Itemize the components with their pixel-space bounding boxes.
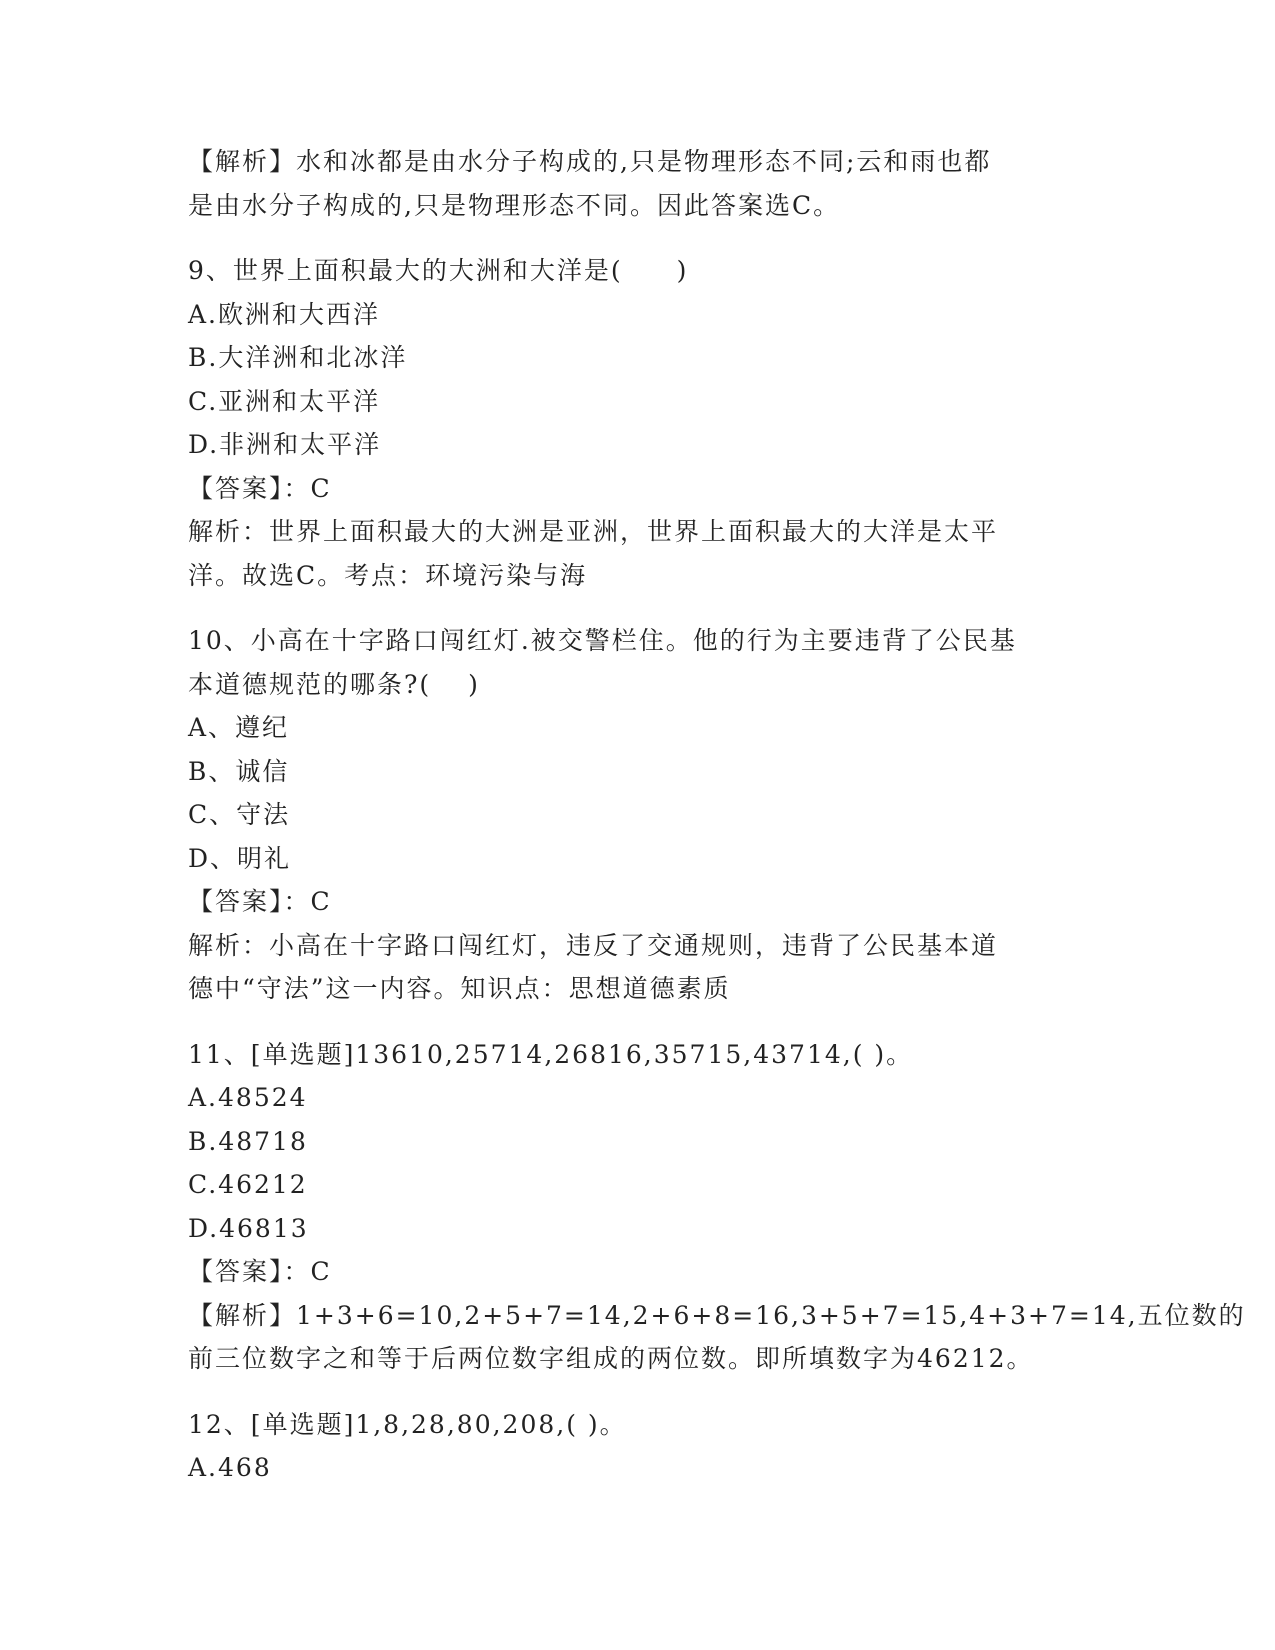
option-item: C.46212: [188, 1170, 308, 1199]
option-item: C、守法: [188, 800, 291, 829]
analysis-line: 是由水分子构成的,只是物理形态不同。因此答案选C。: [188, 190, 841, 220]
option-item: B.大洋洲和北冰洋: [188, 343, 408, 372]
analysis-line: 解析：世界上面积最大的大洲是亚洲，世界上面积最大的大洋是太平: [188, 517, 999, 546]
analysis-line: 前三位数字之和等于后两位数字组成的两位数。即所填数字为46212。: [188, 1344, 1034, 1373]
answer-line: 【答案】：C: [188, 1257, 332, 1286]
analysis-line: 解析：小高在十字路口闯红灯，违反了交通规则，违背了公民基本道: [188, 930, 999, 960]
option-item: A.468: [188, 1453, 272, 1482]
block-gap: [188, 227, 1088, 249]
question-stem: 12、[单选题]1,8,28,80,208,( )。: [188, 1409, 627, 1439]
option-item: B.48718: [188, 1126, 308, 1156]
option-item: D.46813: [188, 1213, 309, 1243]
option-item: D.非洲和太平洋: [188, 430, 382, 459]
block-gap: [188, 597, 1088, 619]
block-gap: [188, 1381, 1088, 1403]
analysis-line: 德中“守法”这一内容。知识点：思想道德素质: [188, 974, 731, 1003]
option-item: A.欧洲和大西洋: [188, 299, 381, 329]
option-item: D、明礼: [188, 843, 292, 873]
analysis-line: 【解析】1+3+6=10,2+5+7=14,2+6+8=16,3+5+7=15,4+3+7=14,五位数的: [188, 1300, 1246, 1330]
question-stem: 本道德规范的哪条?( ): [188, 669, 480, 699]
option-item: C.亚洲和太平洋: [188, 386, 381, 416]
block-gap: [188, 1011, 1088, 1033]
question-stem: 9、世界上面积最大的大洲和大洋是( ): [188, 256, 689, 285]
analysis-line: 【解析】水和冰都是由水分子构成的,只是物理形态不同;云和雨也都: [188, 147, 992, 176]
answer-line: 【答案】：C: [188, 473, 332, 503]
option-item: A.48524: [188, 1083, 308, 1112]
analysis-line: 洋。故选C。考点：环境污染与海: [188, 560, 588, 590]
option-item: B、诚信: [188, 756, 290, 786]
document-page: [188, 140, 1246, 1490]
answer-line: 【答案】：C: [188, 887, 332, 916]
option-item: A、遵纪: [188, 713, 290, 742]
question-stem: 10、小高在十字路口闯红灯.被交警栏住。他的行为主要违背了公民基: [188, 626, 1017, 655]
question-stem: 11、[单选题]13610,25714,26816,35715,43714,( )。: [188, 1039, 914, 1069]
